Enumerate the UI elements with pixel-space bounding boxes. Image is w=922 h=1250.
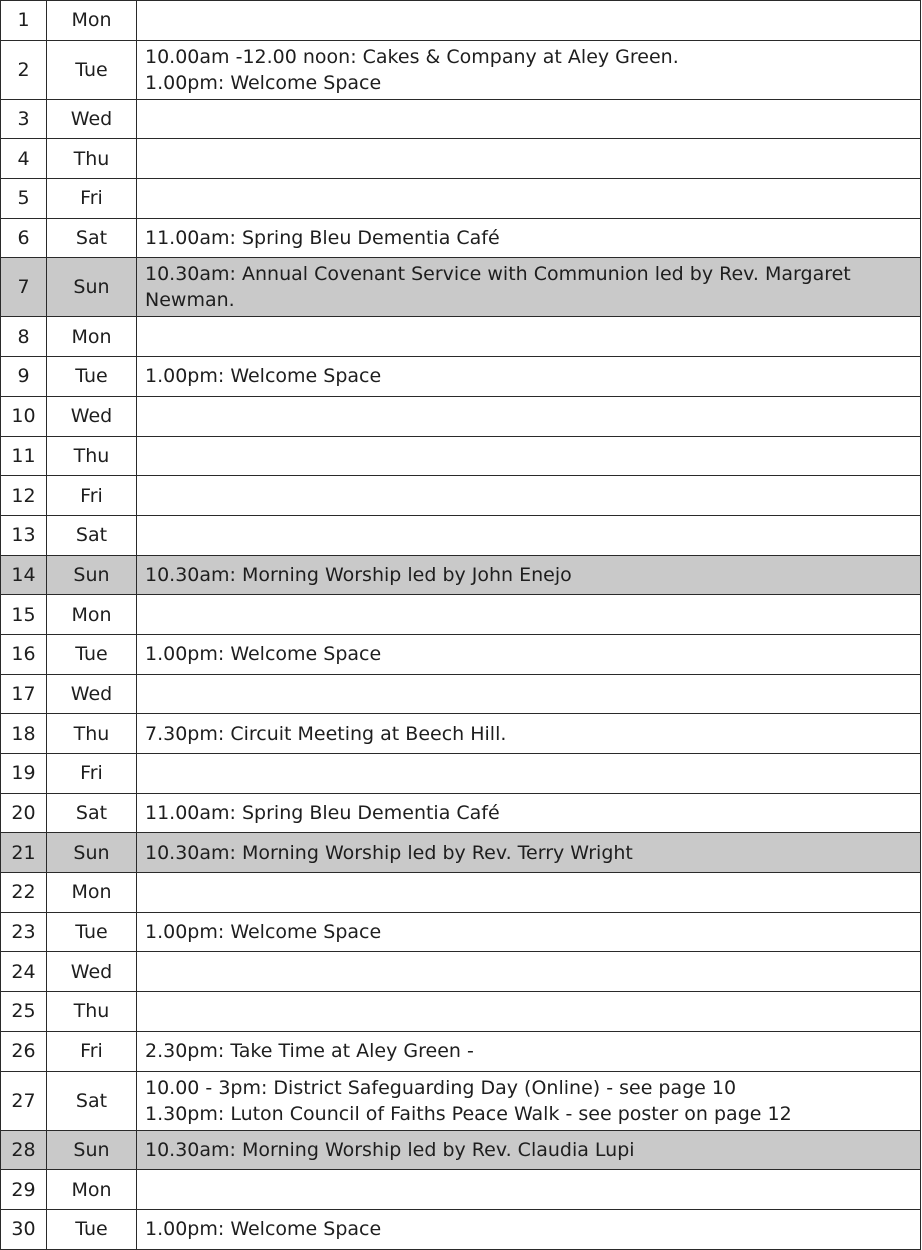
event-cell bbox=[137, 992, 921, 1032]
event-cell bbox=[137, 873, 921, 913]
calendar-row bbox=[1, 793, 921, 833]
event-cell bbox=[137, 1209, 921, 1249]
calendar-row bbox=[1, 396, 921, 436]
date-cell: 16 bbox=[1, 634, 47, 674]
event-cell bbox=[137, 1, 921, 41]
day-cell: Mon bbox=[47, 873, 137, 913]
calendar-row bbox=[1, 595, 921, 635]
event-text: 1.30pm: Luton Council of Faiths Peace Walk - see poster on page 12 bbox=[145, 1102, 792, 1125]
day-cell: Sat bbox=[47, 793, 137, 833]
day-cell: Tue bbox=[47, 40, 137, 99]
event-text: 10.00 - 3pm: District Safeguarding Day (Online) - see page 10 bbox=[145, 1076, 737, 1099]
calendar-row bbox=[1, 218, 921, 258]
calendar-body bbox=[1, 1, 921, 1250]
calendar-row bbox=[1, 258, 921, 317]
event-cell bbox=[137, 317, 921, 357]
event-cell bbox=[137, 634, 921, 674]
event-cell bbox=[137, 793, 921, 833]
date-cell: 14 bbox=[1, 555, 47, 595]
event-cell bbox=[137, 912, 921, 952]
calendar-row bbox=[1, 555, 921, 595]
date-cell: 19 bbox=[1, 754, 47, 794]
date-cell: 5 bbox=[1, 179, 47, 219]
date-cell: 24 bbox=[1, 952, 47, 992]
event-cell bbox=[137, 555, 921, 595]
day-cell: Thu bbox=[47, 436, 137, 476]
date-cell: 11 bbox=[1, 436, 47, 476]
date-cell: 25 bbox=[1, 992, 47, 1032]
day-cell: Wed bbox=[47, 952, 137, 992]
date-cell: 28 bbox=[1, 1130, 47, 1170]
date-cell: 6 bbox=[1, 218, 47, 258]
event-cell bbox=[137, 436, 921, 476]
calendar-row bbox=[1, 1, 921, 41]
date-cell: 3 bbox=[1, 99, 47, 139]
date-cell: 9 bbox=[1, 357, 47, 397]
event-cell bbox=[137, 952, 921, 992]
calendar-row bbox=[1, 179, 921, 219]
event-cell bbox=[137, 595, 921, 635]
date-cell: 4 bbox=[1, 139, 47, 179]
day-cell: Thu bbox=[47, 714, 137, 754]
day-cell: Mon bbox=[47, 1, 137, 41]
day-cell: Mon bbox=[47, 595, 137, 635]
day-cell: Tue bbox=[47, 1209, 137, 1249]
date-cell: 7 bbox=[1, 258, 47, 317]
date-cell: 23 bbox=[1, 912, 47, 952]
event-cell bbox=[137, 714, 921, 754]
calendar-row bbox=[1, 515, 921, 555]
calendar-row bbox=[1, 1170, 921, 1210]
event-text: 1.00pm: Welcome Space bbox=[145, 71, 382, 94]
calendar-row bbox=[1, 476, 921, 516]
day-cell: Fri bbox=[47, 1031, 137, 1071]
day-cell: Fri bbox=[47, 754, 137, 794]
date-cell: 27 bbox=[1, 1071, 47, 1130]
calendar-row bbox=[1, 1031, 921, 1071]
calendar-row bbox=[1, 833, 921, 873]
calendar-row bbox=[1, 674, 921, 714]
event-cell bbox=[137, 1031, 921, 1071]
event-text: 10.30am: Morning Worship led by Rev. Claudia Lupi bbox=[145, 1138, 635, 1161]
event-cell bbox=[137, 258, 921, 317]
calendar-row bbox=[1, 992, 921, 1032]
date-cell: 12 bbox=[1, 476, 47, 516]
day-cell: Sat bbox=[47, 218, 137, 258]
day-cell: Wed bbox=[47, 396, 137, 436]
event-text: 1.00pm: Welcome Space bbox=[145, 643, 382, 666]
day-cell: Tue bbox=[47, 912, 137, 952]
date-cell: 30 bbox=[1, 1209, 47, 1249]
day-cell: Wed bbox=[47, 674, 137, 714]
event-cell bbox=[137, 1170, 921, 1210]
day-cell: Wed bbox=[47, 99, 137, 139]
date-cell: 10 bbox=[1, 396, 47, 436]
date-cell: 20 bbox=[1, 793, 47, 833]
calendar-row bbox=[1, 952, 921, 992]
calendar-row bbox=[1, 1209, 921, 1249]
calendar-row bbox=[1, 99, 921, 139]
date-cell: 29 bbox=[1, 1170, 47, 1210]
event-text: 11.00am: Spring Bleu Dementia Café bbox=[145, 227, 500, 250]
event-cell bbox=[137, 179, 921, 219]
day-cell: Sun bbox=[47, 555, 137, 595]
event-text: 1.00pm: Welcome Space bbox=[145, 921, 382, 944]
event-text: 2.30pm: Take Time at Aley Green - bbox=[145, 1040, 474, 1063]
calendar-row bbox=[1, 754, 921, 794]
event-cell bbox=[137, 674, 921, 714]
date-cell: 21 bbox=[1, 833, 47, 873]
calendar-row bbox=[1, 40, 921, 99]
calendar-row bbox=[1, 873, 921, 913]
event-text: 1.00pm: Welcome Space bbox=[145, 1218, 382, 1241]
calendar-row bbox=[1, 139, 921, 179]
date-cell: 26 bbox=[1, 1031, 47, 1071]
date-cell: 2 bbox=[1, 40, 47, 99]
day-cell: Thu bbox=[47, 992, 137, 1032]
event-cell bbox=[137, 40, 921, 99]
event-text: 1.00pm: Welcome Space bbox=[145, 365, 382, 388]
event-text: 10.30am: Annual Covenant Service with Communion led by Rev. Margaret Newman. bbox=[145, 263, 851, 312]
event-cell bbox=[137, 139, 921, 179]
day-cell: Mon bbox=[47, 317, 137, 357]
day-cell: Sun bbox=[47, 258, 137, 317]
day-cell: Sat bbox=[47, 1071, 137, 1130]
event-cell bbox=[137, 1130, 921, 1170]
date-cell: 22 bbox=[1, 873, 47, 913]
calendar-row bbox=[1, 357, 921, 397]
event-cell bbox=[137, 218, 921, 258]
calendar-row bbox=[1, 1130, 921, 1170]
calendar-row bbox=[1, 634, 921, 674]
day-cell: Mon bbox=[47, 1170, 137, 1210]
event-cell bbox=[137, 515, 921, 555]
date-cell: 15 bbox=[1, 595, 47, 635]
calendar-row bbox=[1, 436, 921, 476]
day-cell: Fri bbox=[47, 476, 137, 516]
event-text: 10.30am: Morning Worship led by Rev. Terry Wright bbox=[145, 841, 633, 864]
day-cell: Sun bbox=[47, 1130, 137, 1170]
event-text: 7.30pm: Circuit Meeting at Beech Hill. bbox=[145, 722, 507, 745]
day-cell: Tue bbox=[47, 357, 137, 397]
event-text: 10.00am -12.00 noon: Cakes & Company at Aley Green. bbox=[145, 45, 679, 68]
event-cell bbox=[137, 476, 921, 516]
day-cell: Tue bbox=[47, 634, 137, 674]
date-cell: 8 bbox=[1, 317, 47, 357]
date-cell: 18 bbox=[1, 714, 47, 754]
day-cell: Thu bbox=[47, 139, 137, 179]
day-cell: Fri bbox=[47, 179, 137, 219]
event-cell bbox=[137, 754, 921, 794]
event-cell bbox=[137, 1071, 921, 1130]
event-cell bbox=[137, 396, 921, 436]
calendar-row bbox=[1, 714, 921, 754]
calendar-row bbox=[1, 1071, 921, 1130]
date-cell: 13 bbox=[1, 515, 47, 555]
event-cell bbox=[137, 833, 921, 873]
calendar-row bbox=[1, 912, 921, 952]
event-cell bbox=[137, 357, 921, 397]
calendar-row bbox=[1, 317, 921, 357]
event-text: 10.30am: Morning Worship led by John Enejo bbox=[145, 563, 572, 586]
date-cell: 1 bbox=[1, 1, 47, 41]
event-cell bbox=[137, 99, 921, 139]
date-cell: 17 bbox=[1, 674, 47, 714]
day-cell: Sat bbox=[47, 515, 137, 555]
event-text: 11.00am: Spring Bleu Dementia Café bbox=[145, 802, 500, 825]
day-cell: Sun bbox=[47, 833, 137, 873]
